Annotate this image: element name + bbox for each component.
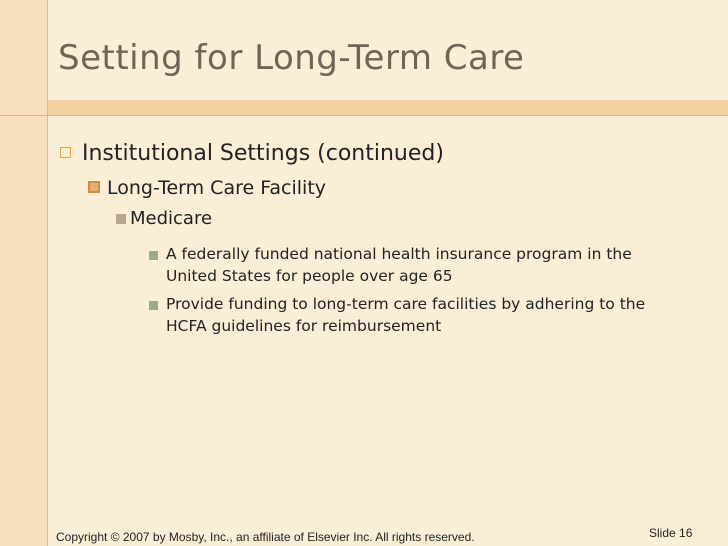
- title-rule-line: [0, 115, 728, 116]
- small-square-bullet-icon: [149, 301, 158, 310]
- title-rule: [48, 100, 728, 115]
- square-bullet-icon: [88, 181, 100, 193]
- bullet-level-1: Institutional Settings (continued): [82, 141, 444, 166]
- bullet-level-2: Long-Term Care Facility: [107, 177, 327, 199]
- left-divider-line: [47, 0, 48, 546]
- slide-number: Slide 16: [649, 526, 693, 540]
- bullet-level-4-item: Provide funding to long-term care facilities by adhering to the HCFA guidelines for reimbursement: [166, 295, 646, 335]
- bullet-level-4-item: A federally funded national health insurance program in the United States for people over age 65: [166, 245, 632, 285]
- slide-title: Setting for Long-Term Care: [58, 38, 525, 78]
- hollow-square-bullet-icon: [60, 147, 71, 158]
- filled-square-bullet-icon: [116, 214, 126, 224]
- left-accent-bar: [0, 0, 47, 546]
- copyright-footer: Copyright © 2007 by Mosby, Inc., an affiliate of Elsevier Inc. All rights reserved.: [56, 530, 475, 544]
- small-square-bullet-icon: [149, 251, 158, 260]
- bullet-level-3: Medicare: [130, 208, 213, 229]
